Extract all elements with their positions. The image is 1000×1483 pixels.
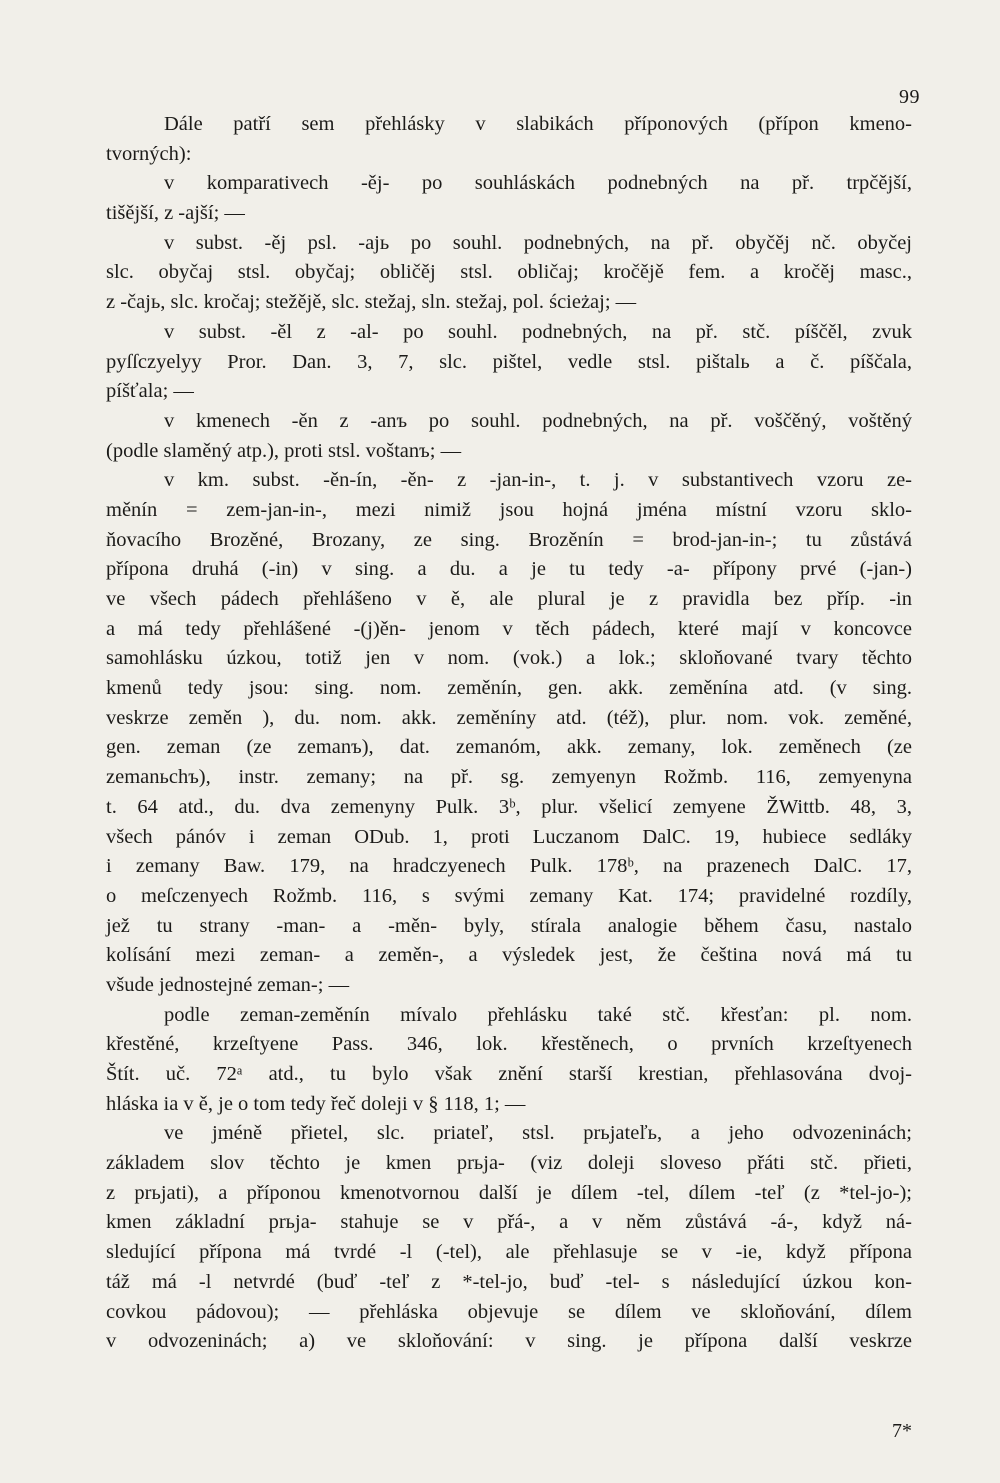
text-line: v subst. -ěl z -al- po souhl. podnebných, na př. stč. píščěl, zvuk xyxy=(164,320,912,343)
text-line: ňovacího Brozěné, Brozany, ze sing. Brozěnín = brod-jan-in-; tu zůstává xyxy=(106,528,912,551)
text-line: (podle slaměný atp.), proti stsl. voštanъ; — xyxy=(106,439,462,462)
text-line: samohlásku úzkou, totiž jen v nom. (vok.) a lok.; skloňované tvary těchto xyxy=(106,647,912,670)
text-line: covkou pádovou); — přehláska objevuje se dílem ve skloňování, dílem xyxy=(106,1300,912,1323)
text-line: Štít. uč. 72ᵃ atd., tu bylo však znění starší krestian, přehlasována dvoj- xyxy=(106,1063,912,1085)
text-line: základem slov těchto je kmen prьja- (viz doleji sloveso přáti stč. přieti, xyxy=(106,1152,912,1175)
text-line: a má tedy přehlášené -(j)ěn- jenom v těch pádech, které mají v koncovce xyxy=(106,617,912,640)
signature-mark: 7* xyxy=(892,1420,912,1442)
text-line: o meſczenyech Rožmb. 116, s svými zemany Kat. 174; pravidelné rozdíly, xyxy=(106,884,912,907)
text-line: jež tu strany -man- a -měn- byly, stírala analogie během času, nastalo xyxy=(106,914,912,937)
text-line: Dále patří sem přehlásky v slabikách příponových (přípon kmeno- xyxy=(164,113,912,135)
text-line: z prьjati), a příponou kmenotvornou další je dílem -tel, dílem -teľ (z *tel-jo-); xyxy=(106,1181,912,1204)
text-line: gen. zeman (ze zemanъ), dat. zemanóm, akk. zemany, lok. zeměnech (ze xyxy=(106,736,912,759)
text-line: v komparativech -ěj- po souhláskách podnebných na př. trpčější, xyxy=(164,172,912,195)
text-line: podle zeman-zeměnín mívalo přehlásku také stč. křesťan: pl. nom. xyxy=(164,1003,912,1026)
text-line: všude jednostejné zeman-; — xyxy=(106,973,350,996)
text-line: kmen základní prьja- stahuje se v přá-, a v něm zůstává -á-, když ná- xyxy=(106,1211,912,1234)
text-line: v kmenech -ěn z -anъ po souhl. podnebných, na př. voščěný, voštěný xyxy=(164,409,912,432)
text-line: v subst. -ěj psl. -ajь po souhl. podnebných, na př. obyčěj nč. obyčej xyxy=(164,231,912,254)
text-line: ve jméně přietel, slc. priateľ, stsl. prьjateľь, a jeho odvozeninách; xyxy=(164,1122,912,1145)
text-line: v odvozeninách; a) ve skloňování: v sing. je přípona další veskrze xyxy=(106,1330,912,1353)
body-text xyxy=(106,110,912,1357)
text-line: křestěné, krzeſtyene Pass. 346, lok. křestěnech, o prvních krzeſtyenech xyxy=(106,1033,912,1056)
text-line: tvorných): xyxy=(106,142,192,165)
text-line: přípona druhá (-in) v sing. a du. a je tu tedy -a- přípony prvé (-jan-) xyxy=(106,558,912,581)
text-line: všech pánóv i zeman ODub. 1, proti Luczanom DalC. 19, hubiece sedláky xyxy=(106,825,912,848)
text-line: slc. obyčaj stsl. obyčaj; obličěj stsl. obličaj; kročějě fem. a kročěj masc., xyxy=(106,261,912,284)
text-line: táž má -l netvrdé (buď -teľ z *-tel-jo, buď -tel- s následující úzkou kon- xyxy=(106,1270,912,1293)
text-line: ve všech pádech přehlášeno v ě, ale plural je z pravidla bez příp. -in xyxy=(106,588,912,610)
text-line: hláska ia v ě, je o tom tedy řeč doleji v § 118, 1; — xyxy=(106,1092,526,1115)
text-line: v km. subst. -ěn-ín, -ěn- z -jan-in-, t. j. v substantivech vzoru ze- xyxy=(164,469,912,492)
text-line: t. 64 atd., du. dva zemenyny Pulk. 3ᵇ, plur. všelicí zemyene ŽWittb. 48, 3, xyxy=(106,795,912,818)
text-line: kmenů tedy jsou: sing. nom. zeměnín, gen. akk. zeměnína atd. (v sing. xyxy=(106,677,912,700)
text-line: pyſſczyelyy Pror. Dan. 3, 7, slc. pištel, vedle stsl. pištalь a č. píščala, xyxy=(106,350,912,373)
text-line: zemanьchъ), instr. zemany; na př. sg. zemyenyn Rožmb. 116, zemyenyna xyxy=(106,766,912,789)
text-line: sledující přípona má tvrdé -l (-tel), ale přehlasuje se v -ie, když přípona xyxy=(106,1241,912,1264)
text-line: píšťala; — xyxy=(106,380,194,403)
text-line: měnín = zem-jan-in-, mezi nimiž jsou hojná jména místní vzoru sklo- xyxy=(106,498,912,521)
text-line: i zemany Baw. 179, na hradczyenech Pulk. 178ᵇ, na prazenech DalC. 17, xyxy=(106,855,912,878)
page-number: 99 xyxy=(899,86,920,108)
text-line: veskrze zeměn ), du. nom. akk. zeměníny atd. (též), plur. nom. vok. zeměné, xyxy=(106,706,912,729)
text-line: z -čajь, slc. kročaj; stežějě, slc. stežaj, sln. stežaj, pol. ścieżaj; — xyxy=(106,291,637,314)
text-line: tišější, z -ajší; — xyxy=(106,202,245,225)
text-line: kolísání mezi zeman- a zeměn-, a výsledek jest, že čeština nová má tu xyxy=(106,944,912,967)
